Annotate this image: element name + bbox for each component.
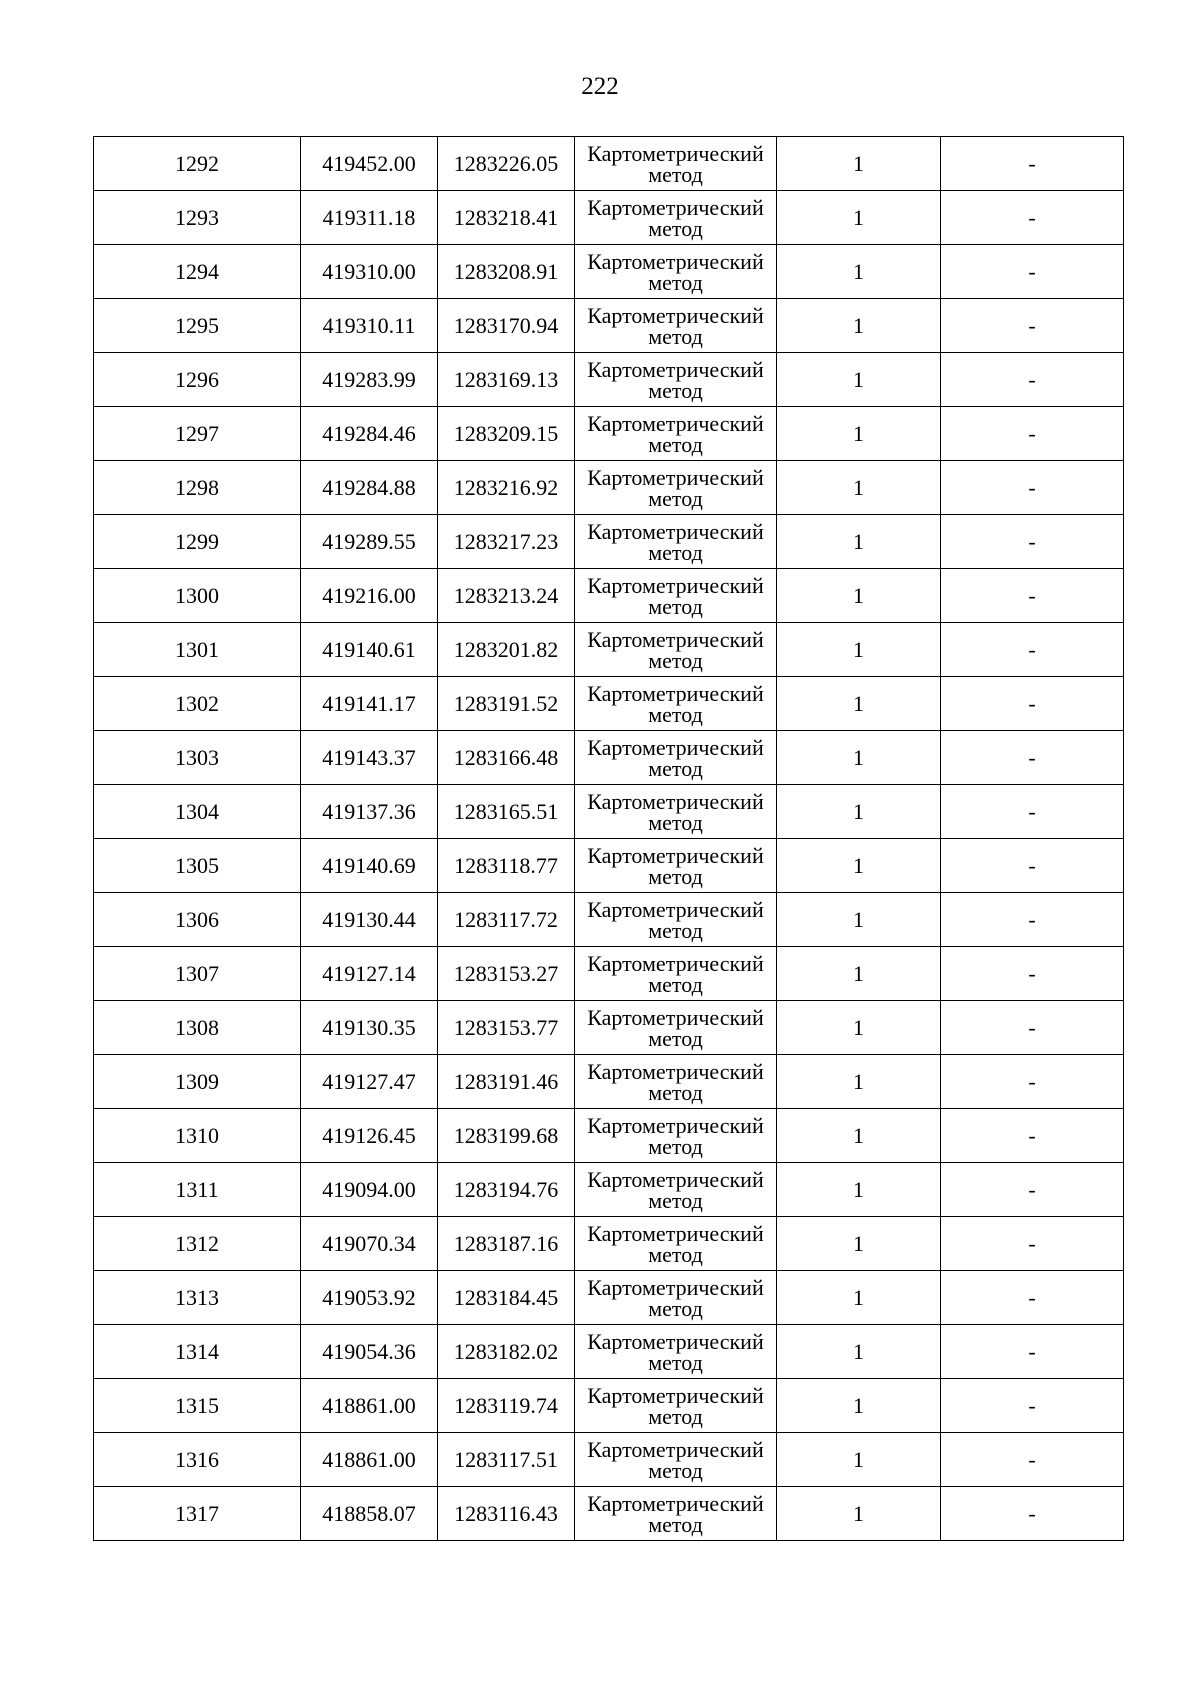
- x-coordinate-cell: 419130.35: [301, 1001, 438, 1055]
- point-number-cell: 1292: [94, 137, 301, 191]
- method-cell: [575, 137, 777, 191]
- method-line-1: Картометрический: [587, 572, 764, 598]
- x-coordinate-cell: 419053.92: [301, 1271, 438, 1325]
- accuracy-cell: 1: [777, 893, 941, 947]
- point-number-cell: 1313: [94, 1271, 301, 1325]
- x-coordinate-cell: 419310.11: [301, 299, 438, 353]
- method-line-1: Картометрический: [587, 1004, 764, 1030]
- method-line-1: Картометрический: [587, 140, 764, 166]
- description-cell: -: [941, 1001, 1124, 1055]
- description-cell: -: [941, 1163, 1124, 1217]
- y-coordinate-cell: 1283118.77: [438, 839, 575, 893]
- y-coordinate-cell: 1283166.48: [438, 731, 575, 785]
- method-line-2: метод: [648, 1025, 703, 1051]
- y-coordinate-cell: 1283165.51: [438, 785, 575, 839]
- method-line-1: Картометрический: [587, 842, 764, 868]
- x-coordinate-cell: 419284.88: [301, 461, 438, 515]
- table-row: [94, 1109, 1124, 1163]
- table-row: [94, 1001, 1124, 1055]
- method-cell: [575, 1109, 777, 1163]
- table-row: [94, 515, 1124, 569]
- method-line-1: Картометрический: [587, 356, 764, 382]
- method-line-1: Картометрический: [587, 896, 764, 922]
- table-row: [94, 947, 1124, 1001]
- accuracy-cell: 1: [777, 569, 941, 623]
- method-line-1: Картометрический: [587, 302, 764, 328]
- method-line-2: метод: [648, 1187, 703, 1213]
- point-number-cell: 1312: [94, 1217, 301, 1271]
- method-cell: [575, 569, 777, 623]
- accuracy-cell: 1: [777, 137, 941, 191]
- table-row: [94, 785, 1124, 839]
- x-coordinate-cell: 419289.55: [301, 515, 438, 569]
- x-coordinate-cell: 419284.46: [301, 407, 438, 461]
- x-coordinate-cell: 419452.00: [301, 137, 438, 191]
- method-line-2: метод: [648, 701, 703, 727]
- point-number-cell: 1293: [94, 191, 301, 245]
- accuracy-cell: 1: [777, 407, 941, 461]
- accuracy-cell: 1: [777, 299, 941, 353]
- table-row: [94, 1325, 1124, 1379]
- x-coordinate-cell: 419094.00: [301, 1163, 438, 1217]
- x-coordinate-cell: 419283.99: [301, 353, 438, 407]
- x-coordinate-cell: 419216.00: [301, 569, 438, 623]
- point-number-cell: 1309: [94, 1055, 301, 1109]
- y-coordinate-cell: 1283153.77: [438, 1001, 575, 1055]
- method-line-1: Картометрический: [587, 1220, 764, 1246]
- table-row: [94, 569, 1124, 623]
- table-row: [94, 245, 1124, 299]
- x-coordinate-cell: 419140.61: [301, 623, 438, 677]
- accuracy-cell: 1: [777, 1433, 941, 1487]
- description-cell: -: [941, 623, 1124, 677]
- x-coordinate-cell: 419127.47: [301, 1055, 438, 1109]
- description-cell: -: [941, 1109, 1124, 1163]
- method-line-1: Картометрический: [587, 1382, 764, 1408]
- table-row: [94, 1217, 1124, 1271]
- point-number-cell: 1296: [94, 353, 301, 407]
- y-coordinate-cell: 1283191.52: [438, 677, 575, 731]
- page-number: 222: [581, 73, 619, 100]
- method-line-1: Картометрический: [587, 734, 764, 760]
- method-line-2: метод: [648, 485, 703, 511]
- method-cell: [575, 1163, 777, 1217]
- method-cell: [575, 245, 777, 299]
- method-line-1: Картометрический: [587, 1328, 764, 1354]
- accuracy-cell: 1: [777, 191, 941, 245]
- method-line-2: метод: [648, 1295, 703, 1321]
- method-cell: [575, 299, 777, 353]
- table-row: [94, 1271, 1124, 1325]
- coordinates-table-body: [94, 137, 1124, 1541]
- table-row: [94, 299, 1124, 353]
- y-coordinate-cell: 1283182.02: [438, 1325, 575, 1379]
- y-coordinate-cell: 1283194.76: [438, 1163, 575, 1217]
- table-row: [94, 1433, 1124, 1487]
- method-cell: [575, 515, 777, 569]
- x-coordinate-cell: 418858.07: [301, 1487, 438, 1541]
- method-line-1: Картометрический: [587, 464, 764, 490]
- method-line-2: метод: [648, 863, 703, 889]
- method-line-2: метод: [648, 269, 703, 295]
- x-coordinate-cell: 419127.14: [301, 947, 438, 1001]
- method-cell: [575, 1217, 777, 1271]
- description-cell: -: [941, 407, 1124, 461]
- y-coordinate-cell: 1283218.41: [438, 191, 575, 245]
- accuracy-cell: 1: [777, 515, 941, 569]
- description-cell: -: [941, 893, 1124, 947]
- method-line-1: Картометрический: [587, 1436, 764, 1462]
- description-cell: -: [941, 191, 1124, 245]
- point-number-cell: 1311: [94, 1163, 301, 1217]
- description-cell: -: [941, 731, 1124, 785]
- method-line-2: метод: [648, 593, 703, 619]
- accuracy-cell: 1: [777, 245, 941, 299]
- method-line-1: Картометрический: [587, 194, 764, 220]
- x-coordinate-cell: 419130.44: [301, 893, 438, 947]
- accuracy-cell: 1: [777, 1217, 941, 1271]
- table-row: [94, 1163, 1124, 1217]
- x-coordinate-cell: 419140.69: [301, 839, 438, 893]
- point-number-cell: 1303: [94, 731, 301, 785]
- description-cell: -: [941, 137, 1124, 191]
- point-number-cell: 1316: [94, 1433, 301, 1487]
- method-line-2: метод: [648, 755, 703, 781]
- method-cell: [575, 893, 777, 947]
- description-cell: -: [941, 1379, 1124, 1433]
- accuracy-cell: 1: [777, 1379, 941, 1433]
- method-cell: [575, 785, 777, 839]
- description-cell: -: [941, 353, 1124, 407]
- table-row: [94, 1487, 1124, 1541]
- accuracy-cell: 1: [777, 1271, 941, 1325]
- point-number-cell: 1297: [94, 407, 301, 461]
- method-cell: [575, 1325, 777, 1379]
- y-coordinate-cell: 1283117.51: [438, 1433, 575, 1487]
- x-coordinate-cell: 418861.00: [301, 1433, 438, 1487]
- accuracy-cell: 1: [777, 1109, 941, 1163]
- method-line-2: метод: [648, 539, 703, 565]
- accuracy-cell: 1: [777, 947, 941, 1001]
- y-coordinate-cell: 1283226.05: [438, 137, 575, 191]
- method-line-1: Картометрический: [587, 788, 764, 814]
- y-coordinate-cell: 1283119.74: [438, 1379, 575, 1433]
- y-coordinate-cell: 1283209.15: [438, 407, 575, 461]
- method-line-1: Картометрический: [587, 1490, 764, 1516]
- x-coordinate-cell: 418861.00: [301, 1379, 438, 1433]
- method-line-2: метод: [648, 647, 703, 673]
- y-coordinate-cell: 1283170.94: [438, 299, 575, 353]
- accuracy-cell: 1: [777, 1055, 941, 1109]
- accuracy-cell: 1: [777, 461, 941, 515]
- description-cell: -: [941, 839, 1124, 893]
- accuracy-cell: 1: [777, 623, 941, 677]
- method-line-2: метод: [648, 161, 703, 187]
- table-row: [94, 353, 1124, 407]
- method-cell: [575, 623, 777, 677]
- description-cell: -: [941, 245, 1124, 299]
- x-coordinate-cell: 419143.37: [301, 731, 438, 785]
- method-line-1: Картометрический: [587, 1112, 764, 1138]
- method-line-1: Картометрический: [587, 950, 764, 976]
- method-cell: [575, 839, 777, 893]
- accuracy-cell: 1: [777, 731, 941, 785]
- method-line-2: метод: [648, 1079, 703, 1105]
- description-cell: -: [941, 1325, 1124, 1379]
- accuracy-cell: 1: [777, 1001, 941, 1055]
- x-coordinate-cell: 419070.34: [301, 1217, 438, 1271]
- point-number-cell: 1301: [94, 623, 301, 677]
- x-coordinate-cell: 419311.18: [301, 191, 438, 245]
- method-cell: [575, 461, 777, 515]
- point-number-cell: 1304: [94, 785, 301, 839]
- method-cell: [575, 1001, 777, 1055]
- table-row: [94, 677, 1124, 731]
- x-coordinate-cell: 419310.00: [301, 245, 438, 299]
- table-row: [94, 731, 1124, 785]
- y-coordinate-cell: 1283213.24: [438, 569, 575, 623]
- table-row: [94, 839, 1124, 893]
- description-cell: -: [941, 515, 1124, 569]
- point-number-cell: 1308: [94, 1001, 301, 1055]
- table-row: [94, 623, 1124, 677]
- point-number-cell: 1307: [94, 947, 301, 1001]
- point-number-cell: 1300: [94, 569, 301, 623]
- point-number-cell: 1305: [94, 839, 301, 893]
- method-cell: [575, 407, 777, 461]
- y-coordinate-cell: 1283169.13: [438, 353, 575, 407]
- method-line-1: Картометрический: [587, 680, 764, 706]
- table-row: [94, 461, 1124, 515]
- y-coordinate-cell: 1283153.27: [438, 947, 575, 1001]
- method-line-1: Картометрический: [587, 626, 764, 652]
- method-line-2: метод: [648, 323, 703, 349]
- description-cell: -: [941, 1217, 1124, 1271]
- method-line-2: метод: [648, 377, 703, 403]
- description-cell: -: [941, 299, 1124, 353]
- method-line-1: Картометрический: [587, 1058, 764, 1084]
- method-cell: [575, 1487, 777, 1541]
- method-line-1: Картометрический: [587, 1274, 764, 1300]
- y-coordinate-cell: 1283191.46: [438, 1055, 575, 1109]
- x-coordinate-cell: 419054.36: [301, 1325, 438, 1379]
- description-cell: -: [941, 677, 1124, 731]
- y-coordinate-cell: 1283208.91: [438, 245, 575, 299]
- method-line-1: Картометрический: [587, 1166, 764, 1192]
- y-coordinate-cell: 1283117.72: [438, 893, 575, 947]
- description-cell: -: [941, 569, 1124, 623]
- x-coordinate-cell: 419137.36: [301, 785, 438, 839]
- point-number-cell: 1295: [94, 299, 301, 353]
- table-row: [94, 191, 1124, 245]
- table-row: [94, 1055, 1124, 1109]
- method-cell: [575, 1271, 777, 1325]
- point-number-cell: 1294: [94, 245, 301, 299]
- table-row: [94, 407, 1124, 461]
- description-cell: -: [941, 1271, 1124, 1325]
- method-line-2: метод: [648, 431, 703, 457]
- table-row: [94, 893, 1124, 947]
- y-coordinate-cell: 1283216.92: [438, 461, 575, 515]
- table-row: [94, 1379, 1124, 1433]
- method-line-2: метод: [648, 1349, 703, 1375]
- accuracy-cell: 1: [777, 785, 941, 839]
- method-cell: [575, 947, 777, 1001]
- description-cell: -: [941, 947, 1124, 1001]
- point-number-cell: 1310: [94, 1109, 301, 1163]
- method-line-1: Картометрический: [587, 410, 764, 436]
- accuracy-cell: 1: [777, 839, 941, 893]
- accuracy-cell: 1: [777, 1163, 941, 1217]
- y-coordinate-cell: 1283199.68: [438, 1109, 575, 1163]
- accuracy-cell: 1: [777, 353, 941, 407]
- point-number-cell: 1306: [94, 893, 301, 947]
- method-line-2: метод: [648, 1403, 703, 1429]
- accuracy-cell: 1: [777, 1325, 941, 1379]
- method-line-2: метод: [648, 971, 703, 997]
- y-coordinate-cell: 1283184.45: [438, 1271, 575, 1325]
- method-line-1: Картометрический: [587, 518, 764, 544]
- description-cell: -: [941, 785, 1124, 839]
- y-coordinate-cell: 1283187.16: [438, 1217, 575, 1271]
- accuracy-cell: 1: [777, 1487, 941, 1541]
- coordinates-table: [93, 136, 1124, 1541]
- x-coordinate-cell: 419141.17: [301, 677, 438, 731]
- description-cell: -: [941, 1433, 1124, 1487]
- description-cell: -: [941, 1055, 1124, 1109]
- table-row: [94, 137, 1124, 191]
- method-line-2: метод: [648, 1511, 703, 1537]
- method-line-2: метод: [648, 1241, 703, 1267]
- description-cell: -: [941, 461, 1124, 515]
- point-number-cell: 1299: [94, 515, 301, 569]
- accuracy-cell: 1: [777, 677, 941, 731]
- y-coordinate-cell: 1283217.23: [438, 515, 575, 569]
- method-cell: [575, 731, 777, 785]
- point-number-cell: 1314: [94, 1325, 301, 1379]
- method-cell: [575, 677, 777, 731]
- point-number-cell: 1317: [94, 1487, 301, 1541]
- method-line-2: метод: [648, 1457, 703, 1483]
- method-cell: [575, 1379, 777, 1433]
- point-number-cell: 1298: [94, 461, 301, 515]
- method-cell: [575, 1433, 777, 1487]
- y-coordinate-cell: 1283116.43: [438, 1487, 575, 1541]
- method-line-1: Картометрический: [587, 248, 764, 274]
- point-number-cell: 1302: [94, 677, 301, 731]
- method-line-2: метод: [648, 917, 703, 943]
- method-cell: [575, 1055, 777, 1109]
- method-line-2: метод: [648, 809, 703, 835]
- method-line-2: метод: [648, 215, 703, 241]
- method-cell: [575, 353, 777, 407]
- x-coordinate-cell: 419126.45: [301, 1109, 438, 1163]
- y-coordinate-cell: 1283201.82: [438, 623, 575, 677]
- description-cell: -: [941, 1487, 1124, 1541]
- method-line-2: метод: [648, 1133, 703, 1159]
- point-number-cell: 1315: [94, 1379, 301, 1433]
- method-cell: [575, 191, 777, 245]
